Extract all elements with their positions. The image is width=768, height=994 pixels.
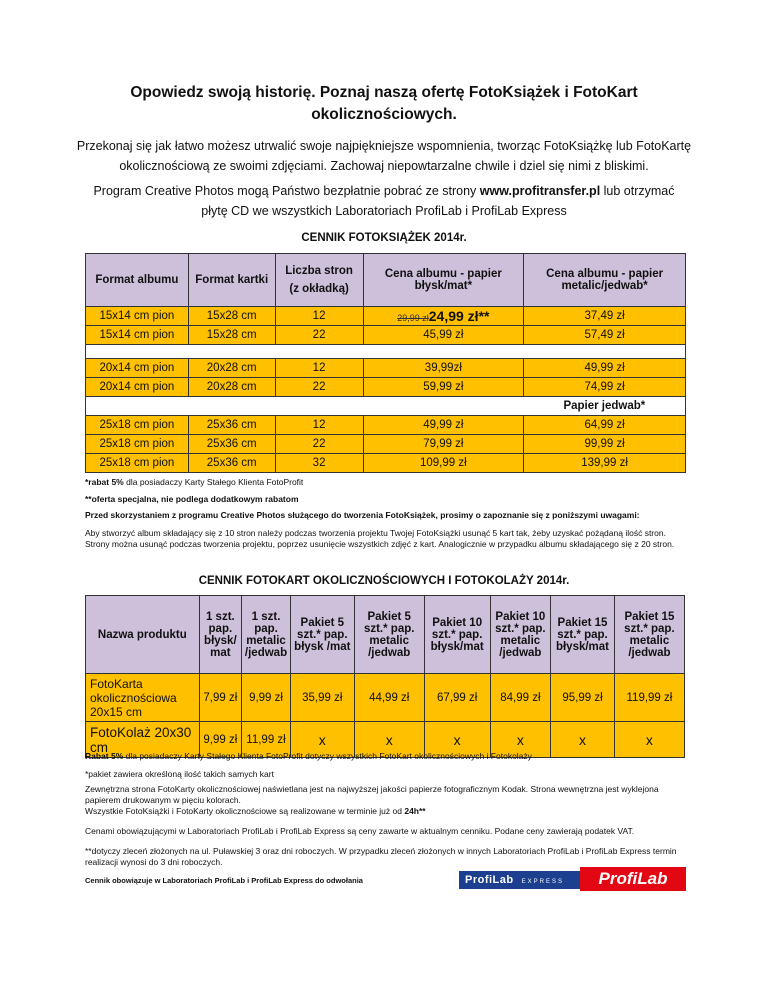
header-pages-label: Liczba stron (285, 265, 353, 277)
download-suffix: lub otrzymać (600, 184, 675, 198)
page-title (0, 82, 768, 126)
books-note-offer: **oferta specjalna, nie podlega dodatkowym rabatom (85, 494, 299, 504)
cards-note-orders: **dotyczy zleceń złożonych na ul. Puławskiej 3 oraz dni roboczych. W przypadku zleceń złożonych w innych Laboratoriach ProfiLab i ProfiLab Express termin realizacji wynosi do 3 dni roboczych. (85, 846, 677, 867)
header-gloss: Cena albumu - papier błysk/mat* (363, 254, 524, 307)
cell-gloss: 109,99 zł (363, 454, 524, 473)
cards-price-table (85, 595, 685, 758)
cell-pages: 12 (275, 416, 363, 435)
cell-card: 15x28 cm (188, 307, 275, 326)
cell-pages: 12 (275, 307, 363, 326)
cell-price: 9,99 zł (199, 722, 241, 758)
cell-metalic: 74,99 zł (524, 378, 686, 397)
header-col: 1 szt. pap. metalic /jedwab (242, 596, 291, 674)
cell-format: 15x14 cm pion (86, 326, 189, 345)
photobook-price-table (85, 253, 686, 473)
cell-pages: 22 (275, 326, 363, 345)
cell-metalic: 37,49 zł (524, 307, 686, 326)
download-paragraph (70, 181, 698, 221)
time-text: Wszystkie FotoKsiążki i FotoKarty okolicznościowe są realizowane w terminie już od (85, 806, 405, 816)
cell-gloss: 39,99zł (363, 359, 524, 378)
header-col: Pakiet 10 szt.* pap. metalic /jedwab (490, 596, 551, 674)
table-row (86, 359, 686, 378)
cell-product: FotoKolaż 20x30 cm (86, 722, 200, 758)
table-row (86, 326, 686, 345)
silk-label-row (86, 397, 686, 416)
cell-pages: 12 (275, 359, 363, 378)
books-note-before: Przed skorzystaniem z programu Creative Photos służącego do tworzenia FotoKsiążek, prosimy o zapoznanie się z poniższymi uwagami: (85, 510, 640, 520)
cards-note-print: Zewnętrzna strona FotoKarty okolicznościowej naświetlana jest na najwyższej jakości papierze fotograficznym Kodak. Strona wewnętrzna jest wyklejona papierem drukowanym w pięciu kolorach. (85, 784, 659, 805)
header-col: Pakiet 5 szt.* pap. metalic /jedwab (354, 596, 424, 674)
cell-price: 44,99 zł (354, 674, 424, 722)
cell-card: 25x36 cm (188, 416, 275, 435)
books-price-title: CENNIK FOTOKSIĄŻEK 2014r. (301, 232, 467, 244)
cell-price: x (424, 722, 490, 758)
header-col: Pakiet 10 szt.* pap. błysk/mat (424, 596, 490, 674)
cell-product: FotoKarta okolicznościowa 20x15 cm (86, 674, 200, 722)
old-price: 29,99 zł (397, 313, 429, 323)
cards-note-pack: *pakiet zawiera określoną ilość takich samych kart (85, 769, 274, 779)
rabat-bold: *rabat 5% (85, 477, 124, 487)
cell-price: 9,99 zł (242, 674, 291, 722)
header-metalic: Cena albumu - papier metalic/jedwab* (524, 254, 686, 307)
header-card: Format kartki (188, 254, 275, 307)
books-note-album: Aby stworzyć album składający się z 10 stron należy podczas tworzenia projektu Twojej FotoKsiążki usunąć 5 kart tak, żeby uzyskać pożądaną ilość stron. Strony można usunąć podczas tworzenia projektu, poprzez usunięcie wszystkich zdjęć z kart. Analogicznie w przypadku albumu składającego się z 20 stron. (85, 528, 675, 549)
cell-metalic: 99,99 zł (524, 435, 686, 454)
cell-price: 11,99 zł (242, 722, 291, 758)
cell-gloss: 59,99 zł (363, 378, 524, 397)
cell-metalic: 64,99 zł (524, 416, 686, 435)
cell-card: 15x28 cm (188, 326, 275, 345)
profilab-express-logo (459, 871, 583, 889)
rabat-text: dla posiadaczy Karty Stałego Klienta FotoProfit dotyczy wszystkich FotoKart okolicznościowych i Fotokolaży (123, 751, 532, 761)
table-row (86, 435, 686, 454)
cell-price: x (290, 722, 354, 758)
cell-price: x (614, 722, 684, 758)
cards-note-time (85, 806, 685, 817)
header-pages-note: (z okładką) (289, 283, 349, 295)
rabat-text: dla posiadaczy Karty Stałego Klienta FotoProfit (123, 477, 304, 487)
header-col: Pakiet 5 szt.* pap. błysk /mat (290, 596, 354, 674)
table-header-row (86, 254, 686, 307)
download-prefix: Program Creative Photos mogą Państwo bezpłatnie pobrać ze strony (93, 184, 480, 198)
title-line-1: Opowiedz swoją historię. Poznaj naszą ofertę FotoKsiążek i FotoKart (130, 84, 638, 101)
table-row (86, 416, 686, 435)
rabat-bold: Rabat 5% (85, 751, 124, 761)
cell-format: 20x14 cm pion (86, 359, 189, 378)
cell-metalic: 49,99 zł (524, 359, 686, 378)
cell-price: 119,99 zł (614, 674, 684, 722)
cell-format: 25x18 cm pion (86, 416, 189, 435)
table-row (86, 378, 686, 397)
header-format: Format albumu (86, 254, 189, 307)
cell-metalic: 139,99 zł (524, 454, 686, 473)
cell-format: 15x14 cm pion (86, 307, 189, 326)
cell-pages: 22 (275, 378, 363, 397)
logo-subtext: EXPRESS (521, 879, 564, 885)
table-row (86, 454, 686, 473)
cell-price: x (354, 722, 424, 758)
cards-note-valid: Cennik obowiązuje w Laboratoriach ProfiLab i ProfiLab Express do odwołania (85, 876, 363, 885)
cell-gloss: 45,99 zł (363, 326, 524, 345)
cell-price: x (551, 722, 615, 758)
cell-price: 95,99 zł (551, 674, 615, 722)
cell-card: 25x36 cm (188, 435, 275, 454)
download-link[interactable]: www.profitransfer.pl (479, 184, 601, 198)
cell-card: 20x28 cm (188, 378, 275, 397)
cell-price: 7,99 zł (199, 674, 241, 722)
download-line-2: płytę CD we wszystkich Laboratoriach ProfiLab i ProfiLab Express (201, 204, 567, 218)
intro-paragraph (70, 136, 698, 176)
cell-gloss: 79,99 zł (363, 435, 524, 454)
profilab-logo: ProfiLab (580, 867, 686, 891)
cell-format: 20x14 cm pion (86, 378, 189, 397)
cell-price: 35,99 zł (290, 674, 354, 722)
time-bold: 24h** (404, 806, 426, 816)
promo-price: 24,99 zł** (428, 308, 490, 324)
logo-text: ProfiLab (465, 874, 514, 886)
cell-price: x (490, 722, 551, 758)
cell-gloss (363, 307, 524, 326)
cell-metalic: 57,49 zł (524, 326, 686, 345)
cell-card: 20x28 cm (188, 359, 275, 378)
cell-price: 84,99 zł (490, 674, 551, 722)
cards-price-title: CENNIK FOTOKART OKOLICZNOŚCIOWYCH I FOTOKOLAŻY 2014r. (198, 575, 570, 587)
cell-pages: 22 (275, 435, 363, 454)
cards-note-prices: Cenami obowiązującymi w Laboratoriach ProfiLab i ProfiLab Express są ceny zawarte w aktualnym cenniku. Podane ceny zawierają podatek VAT. (85, 826, 635, 836)
table-row (86, 307, 686, 326)
intro-line-1: Przekonaj się jak łatwo możesz utrwalić swoje najpiękniejsze wspomnienia, tworząc FotoKsiążkę lub FotoKartę (76, 139, 692, 153)
header-product: Nazwa produktu (86, 596, 200, 674)
table-row (86, 674, 685, 722)
cell-gloss: 49,99 zł (363, 416, 524, 435)
header-col: Pakiet 15 szt.* pap. metalic /jedwab (614, 596, 684, 674)
cell-format: 25x18 cm pion (86, 435, 189, 454)
cards-note-rabat (85, 751, 685, 762)
books-note-rabat (85, 477, 685, 488)
intro-line-2: okolicznościową ze swoimi zdjęciami. Zachowaj niepowtarzalne chwile i dziel się nimi z bliskimi. (119, 159, 649, 173)
cards-header-row (86, 596, 685, 674)
cell-card: 25x36 cm (188, 454, 275, 473)
cell-format: 25x18 cm pion (86, 454, 189, 473)
title-line-2: okolicznościowych. (311, 106, 457, 123)
header-pages (275, 254, 363, 307)
spacer-row (86, 345, 686, 359)
header-col: Pakiet 15 szt.* pap. błysk/mat (551, 596, 615, 674)
cell-price: 67,99 zł (424, 674, 490, 722)
silk-label: Papier jedwab* (524, 397, 686, 416)
cell-pages: 32 (275, 454, 363, 473)
header-col: 1 szt. pap. błysk/ mat (199, 596, 241, 674)
